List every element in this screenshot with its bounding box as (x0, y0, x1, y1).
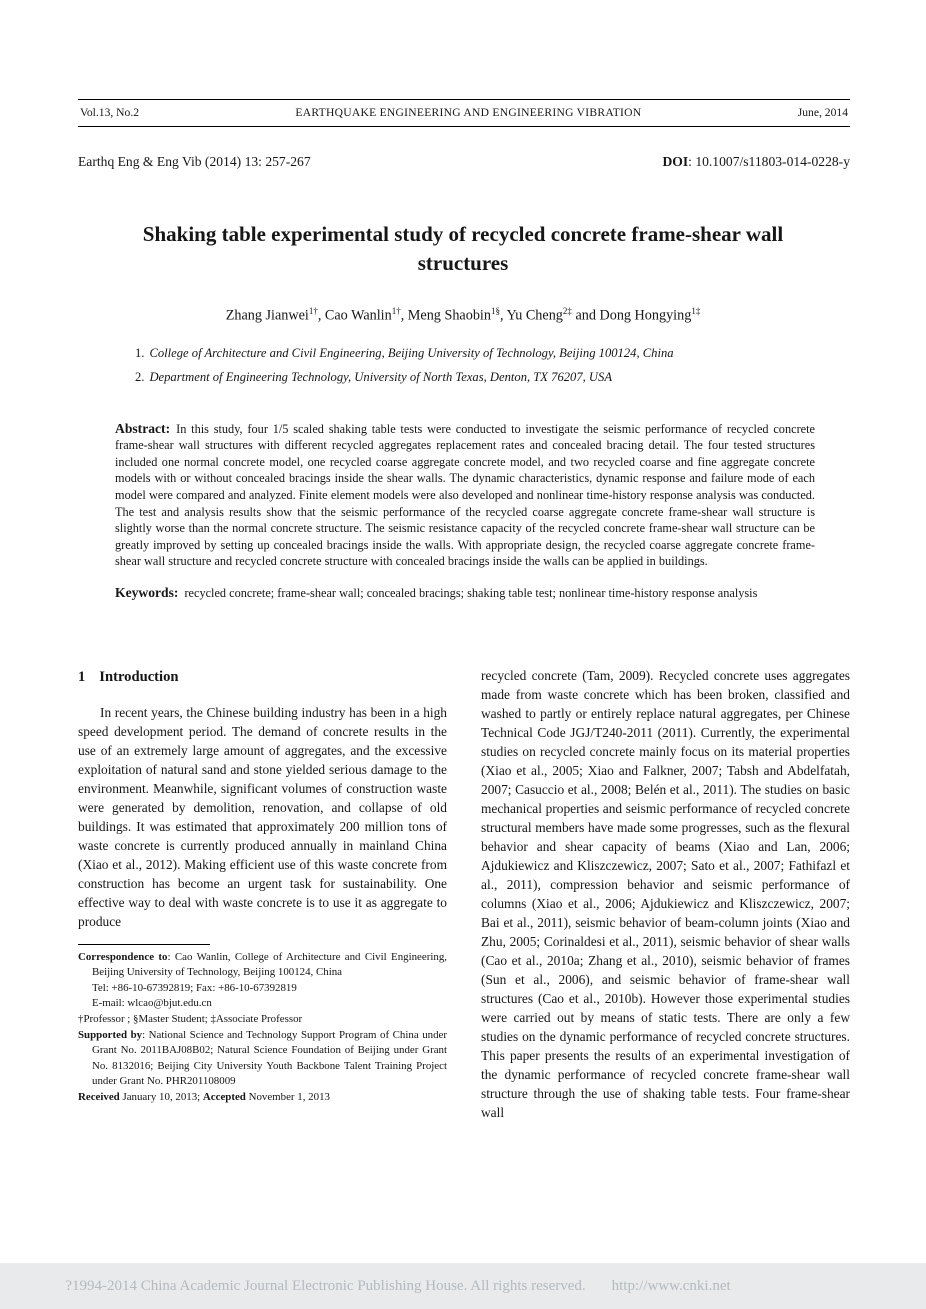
accepted-label: Accepted (202, 1090, 246, 1103)
header-journal-name: EARTHQUAKE ENGINEERING AND ENGINEERING VIBRATION (295, 106, 642, 119)
accepted-date: November 1, 2013 (245, 1090, 330, 1103)
column-right (481, 666, 850, 1122)
supported-text: : National Science and Technology Support Program of China under Grant No. 2011BAJ08B02; Natural Science Foundation of Beijing under Grant No. 8132016; Beijing City University Youth Backbone Talent Training Project under Grant No. PHR201108009 (92, 1028, 448, 1088)
author-name: Zhang Jianwei (225, 307, 309, 324)
affiliation-number: 1. (135, 345, 145, 360)
abstract-label: Abstract: (115, 420, 171, 436)
section-title: Introduction (99, 668, 179, 685)
affiliation-text: College of Architecture and Civil Engineering, Beijing University of Technology, Beijing 100124, China (149, 345, 674, 360)
correspondence-text: : Cao Wanlin, College of Architecture and Civil Engineering, Beijing University of Technology, Beijing 100124, China (92, 950, 447, 979)
page-footer (0, 1263, 926, 1309)
abstract-block (115, 421, 815, 570)
affiliation-item (135, 366, 850, 390)
author-sup: 1§ (490, 306, 500, 317)
affiliation-number: 2. (135, 369, 145, 384)
intro-paragraph-left: In recent years, the Chinese building industry has been in a high speed development period. The demand of concrete results in the use of an extremely large amount of aggregates, and the excessive exploitation of natural sand and stone yielded serious damage to the environment. Meanwhile, significant volumes of construction waste were generated by demolition, renovation, and collapse of old buildings. It was estimated that approximately 200 million tons of waste concrete is currently produced annually in mainland China (Xiao et al., 2012). Making efficient use of this waste concrete from construction has become an urgent task for sustainability. One effective way to deal with waste concrete is to use it as aggregate to produce (78, 704, 447, 929)
author-sup: 1‡ (691, 306, 701, 317)
intro-paragraph-right: recycled concrete (Tam, 2009). Recycled concrete uses aggregates made from waste concrete which has been broken, classified and washed to partly or entirely replace natural aggregates, per Chinese Technical Code JGJ/T240-2011 (2011). Currently, the experimental studies on recycled concrete mainly focus on its material properties (Xiao et al., 2005; Xiao and Falkner, 2007; Tabsh and Abdelfatah, 2007; Casuccio et al., 2008; Belén et al., 2011). The studies on basic mechanical properties and seismic performance of recycled concrete structural members have made some progresses, such as the flexural behavior and shear capacity of beams (Xiao and Lan, 2006; Ajdukiewicz and Kliszczewicz, 2007; Sato et al., 2007; Fathifazl et al., 2011), compression behavior and seismic performance of columns (Xiao et al., 2006; Ajdukiewicz and Kliszczewicz, 2007; Bai et al., 2011), seismic behavior of beam-column joints (Xiao and Zhu, 2005; Corinaldesi et al., 2011), seismic behavior of shear walls (Cao et al., 2010a; Zhang et al., 2010), seismic behavior of frames (Sun et al., 2006), and seismic behavior of frame-shear wall structures (Cao et al., 2010b). However those experimental studies were carried out by means of static tests. There are only a few studies on the dynamic performance of recycled concrete structures. This paper presents the results of an experimental investigation of the dynamic performance of recycled concrete frame-shear wall structure through the use of shaking table tests. Four frame-shear wall (481, 667, 850, 1120)
correspondence-note (78, 950, 447, 981)
author-separator: , (499, 307, 507, 324)
author-sup: 2‡ (562, 306, 572, 317)
received-accepted-note (78, 1090, 447, 1106)
keywords-label: Keywords: (115, 585, 179, 601)
tel-note: Tel: +86-10-67392819; Fax: +86-10-67392819 (92, 981, 297, 994)
doi-value: : 10.1007/s11803-014-0228-y (688, 154, 850, 169)
supported-label: Supported by (78, 1028, 143, 1041)
paper-title: Shaking table experimental study of recycled concrete frame-shear wall structures (142, 222, 784, 275)
section-heading (78, 668, 447, 687)
footnotes (78, 950, 447, 1106)
column-left (78, 666, 447, 1122)
affiliation-item (135, 342, 850, 366)
supported-note (78, 1028, 447, 1090)
received-date: January 10, 2013; (119, 1090, 203, 1103)
author-sup: 1† (308, 306, 318, 317)
doi (662, 154, 850, 170)
keywords-text: recycled concrete; frame-shear wall; concealed bracings; shaking table test; nonlinear time-history response analysis (184, 586, 758, 601)
journal-header (78, 99, 850, 127)
author-name: Meng Shaobin (407, 307, 491, 324)
footer-url: http://www.cnki.net (611, 1277, 731, 1294)
correspondence-label: Correspondence to (78, 950, 168, 963)
author-name: Cao Wanlin (324, 307, 392, 324)
received-label: Received (78, 1090, 120, 1103)
email-note: E-mail: wlcao@bjut.edu.cn (92, 997, 212, 1010)
footnote-separator (78, 944, 210, 945)
abstract-text: In this study, four 1/5 scaled shaking table tests were conducted to investigate the seismic performance of recycled concrete frame-shear wall structures with different recycled aggregates replacement rates and concealed bracing detail. The four tested structures included one normal concrete model, one recycled coarse aggregate concrete model, and two recycled coarse and fine aggregate concrete models with or without concealed bracings inside the shear walls. The dynamic characteristics, dynamic response and failure mode of each model were compared and analyzed. Finite element models were also developed and nonlinear time-history response analysis was conducted. The test and analysis results show that the seismic performance of the recycled coarse aggregate concrete frame-shear wall structure is slightly worse than the normal concrete structure. The seismic resistance capacity of the recycled concrete frame-shear wall structure can be greatly improved by setting up concealed bracings inside the walls. With appropriate design, the recycled coarse aggregate concrete frame-shear wall structure and recycled concrete structure with concealed bracings inside the walls can be applied in buildings. (115, 421, 815, 569)
affiliation-text: Department of Engineering Technology, University of North Texas, Denton, TX 76207, USA (149, 369, 613, 384)
author-roles-note: †Professor ; §Master Student; ‡Associate Professor (78, 1012, 303, 1025)
author-separator: , (400, 307, 408, 324)
author-separator: and (571, 307, 600, 324)
section-number: 1 (78, 668, 86, 685)
doi-label: DOI (662, 154, 689, 169)
affiliations (135, 342, 850, 390)
citation-row (78, 154, 850, 170)
citation-ref: Earthq Eng & Eng Vib (2014) 13: 257-267 (78, 154, 311, 169)
header-volume: Vol.13, No.2 (80, 106, 140, 119)
body-columns (78, 666, 850, 1122)
footer-copyright-text: ?1994-2014 China Academic Journal Electronic Publishing House. All rights reserved. (65, 1277, 586, 1294)
author-name: Dong Hongying (599, 307, 692, 324)
author-name: Yu Cheng (506, 307, 563, 324)
author-sup: 1† (391, 306, 401, 317)
author-separator: , (317, 307, 325, 324)
keywords-block (115, 585, 815, 602)
header-date: June, 2014 (797, 106, 848, 119)
authors-line (60, 306, 866, 325)
